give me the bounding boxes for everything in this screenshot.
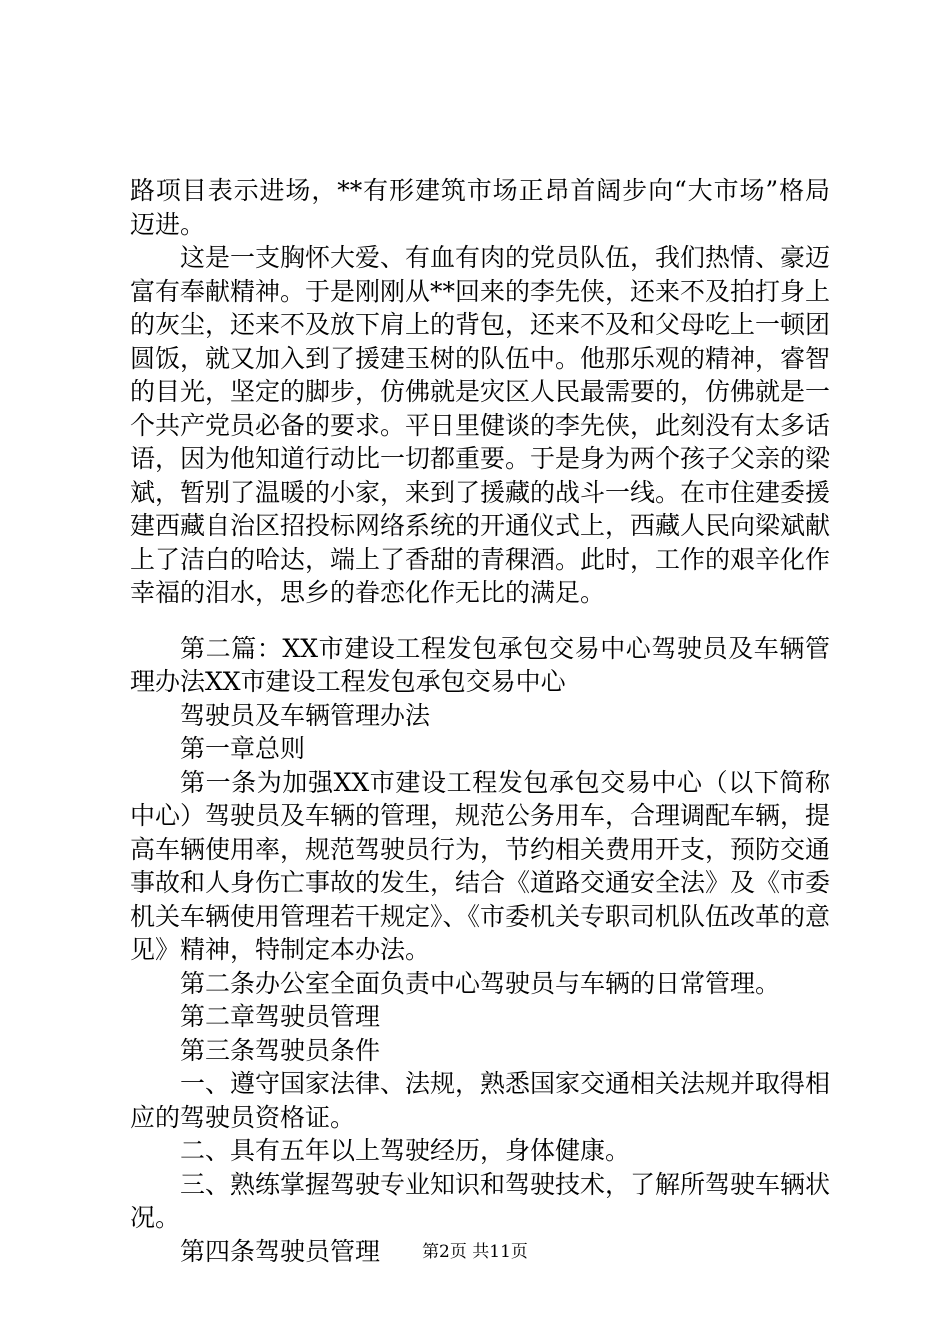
article-two: 第二条办公室全面负责中心驾驶员与车辆的日常管理。: [180, 968, 781, 998]
condition-item-one: 一、遵守国家法律、法规，熟悉国家交通相关法规并取得相应的驾驶员资格证。: [130, 1069, 831, 1132]
condition-item-three: 三、熟练掌握驾驶专业知识和驾驶技术，了解所驾驶车辆状况。: [130, 1169, 831, 1232]
chapter-two-heading: 第二章驾驶员管理: [180, 1002, 381, 1031]
paragraph-continuation: 路项目表示进场，**有形建筑市场正昂首阔步向“大市场”格局迈进。: [130, 176, 830, 239]
section-title-part-two: 第二篇：XX市建设工程发包承包交易中心驾驶员及车辆管理办法XX市建设工程发包承包交易中心: [130, 633, 830, 696]
article-three: 第三条驾驶员条件: [180, 1035, 381, 1065]
page-number-footer: 第2页 共11页: [422, 1242, 528, 1262]
document-body: [130, 174, 830, 1268]
chapter-one-heading: 第一章总则: [180, 734, 306, 763]
paragraph-gap: [130, 610, 830, 632]
document-subtitle: 驾驶员及车辆管理办法: [180, 700, 431, 730]
paragraph-party-team: 这是一支胸怀大爱、有血有肉的党员队伍，我们热情、豪迈富有奉献精神。于是刚刚从**回来的李先侠，还来不及拍打身上的灰尘，还来不及放下肩上的背包，还来不及和父母吃上一顿团圆饭，就又加入到了援建玉树的队伍中。他那乐观的精神，睿智的目光，坚定的脚步，仿佛就是灾区人民最需要的，仿佛就是一个共产党员必备的要求。平日里健谈的李先侠，此刻没有太多话语，因为他知道行动比一切都重要。于是身为两个孩子父亲的梁斌，暂别了温暖的小家，来到了援藏的战斗一线。在市住建委援建西藏自治区招投标网络系统的开通仪式上，西藏人民向梁斌献上了洁白的哈达，端上了香甜的青稞酒。此时，工作的艰辛化作幸福的泪水，思乡的眷恋化作无比的满足。: [130, 243, 831, 607]
article-one: 第一条为加强XX市建设工程发包承包交易中心（以下简称中心）驾驶员及车辆的管理，规范公务用车，合理调配车辆，提高车辆使用率，规范驾驶员行为，节约相关费用开支，预防交通事故和人身伤亡事故的发生，结合《道路交通安全法》及《市委机关车辆使用管理若干规定》、《市委机关专职司机队伍改革的意见》精神，特制定本办法。: [130, 767, 831, 964]
article-four: 第四条驾驶员管理: [180, 1236, 381, 1266]
condition-item-two: 二、具有五年以上驾驶经历，身体健康。: [180, 1136, 631, 1165]
